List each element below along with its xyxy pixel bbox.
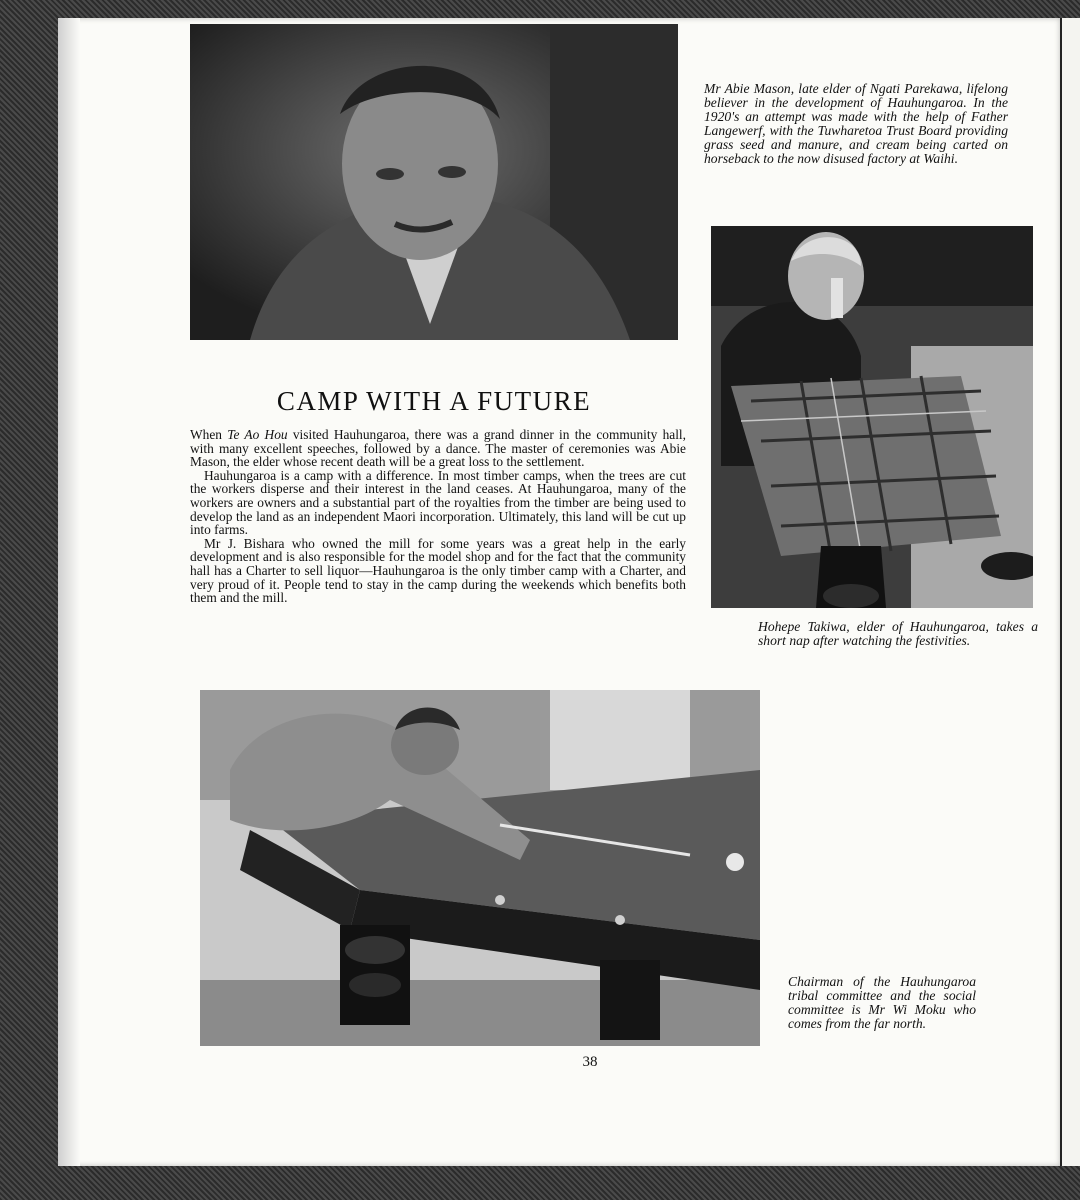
caption-wi-moku: Chairman of the Hauhungaroa tribal committee and the social committee is Mr Wi Moku who comes from the far north. <box>788 974 976 1031</box>
article-headline: CAMP WITH A FUTURE <box>276 386 592 416</box>
article-paragraph <box>190 428 686 469</box>
photo-hohepe-takiwa <box>711 226 1033 608</box>
caption-abie-mason: Mr Abie Mason, late elder of Ngati Parekawa, lifelong believer in the development of Hauhungaroa. In the 1920's an attempt was made with the help of Father Langewerf, with the Tuwharetoa Trust Board providing grass seed and manure, and cream being carted on horseback to the now disused factory at Waihi. <box>704 81 1008 166</box>
caption-hohepe-takiwa: Hohepe Takiwa, elder of Hauhungaroa, takes a short nap after watching the festivities. <box>758 619 1038 648</box>
article-body <box>190 428 686 605</box>
page-number: 38 <box>582 1054 598 1070</box>
publication-title: Te Ao Hou <box>227 427 288 442</box>
photo-wi-moku-billiards <box>200 690 760 1046</box>
article-paragraph: Hauhungaroa is a camp with a difference. In most timber camps, when the trees are cut the workers disperse and their interest in the land ceases. At Hauhungaroa, many of the workers are owners and a substantial part of the royalties from the timber are being used to develop the land as an independent Maori incorporation. Ultimately, this land will be cut up into farms. <box>190 467 686 538</box>
photo-abie-mason <box>190 24 678 340</box>
article-paragraph: Mr J. Bishara who owned the mill for some years was a great help in the early development and is also responsible for the model shop and for the fact that the community hall has a Charter to sell liquor—Hauhungaroa is the only timber camp with a Charter, and very proud of it. People tend to stay in the camp during the weekends which benefits both them and the mill. <box>190 535 686 606</box>
article-lead: When <box>190 427 228 442</box>
article-text: visited Hauhungaroa, there was a grand dinner in the community hall, with many excellent speeches, followed by a dance. The master of ceremonies was Abie Mason, the elder whose recent death will be a great loss to the settlement. <box>190 427 687 470</box>
facing-page-edge <box>1060 18 1080 1166</box>
